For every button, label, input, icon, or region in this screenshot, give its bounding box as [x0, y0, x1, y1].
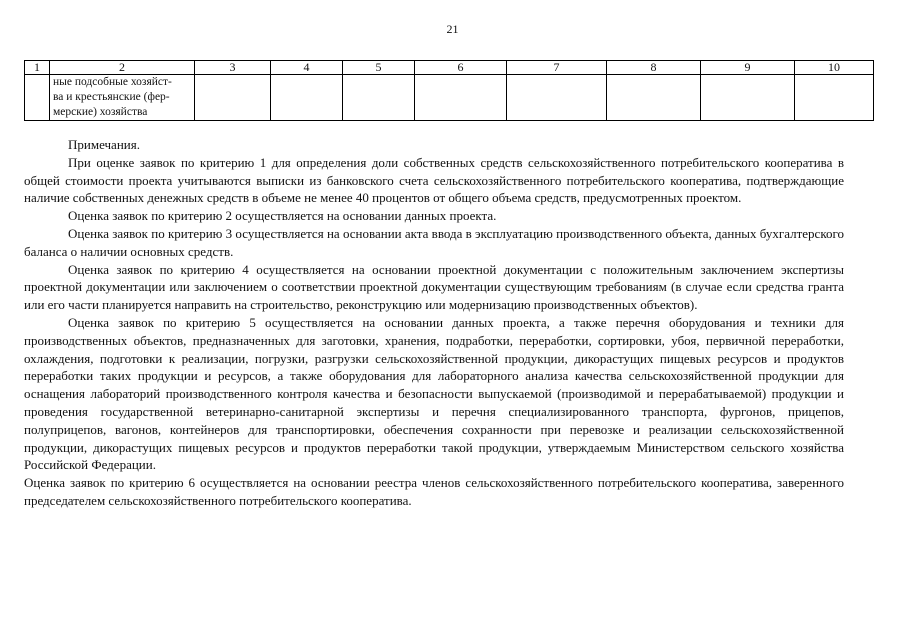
column-header: 5	[343, 61, 415, 75]
table-cell	[701, 75, 795, 121]
column-header: 3	[195, 61, 271, 75]
column-header: 9	[701, 61, 795, 75]
column-header: 8	[607, 61, 701, 75]
column-header: 7	[507, 61, 607, 75]
note-paragraph: Оценка заявок по критерию 3 осуществляется на основании акта ввода в эксплуатацию производственного объекта, данных бухгалтерского баланса о наличии основных средств.	[24, 225, 844, 259]
table-cell	[343, 75, 415, 121]
table-cell-continuation: ные подсобные хозяйст- ва и крестьянские (фер- мерские) хозяйства	[50, 75, 195, 121]
note-paragraph: Оценка заявок по критерию 4 осуществляется на основании проектной документации с положительным заключением экспертизы проектной документации или заключением о соответствии проектной документации существующим требованиям (в случае если средства гранта или его части планируется направить на строительство, реконструкцию или модернизацию производственных объектов).	[24, 261, 844, 313]
notes-heading: Примечания.	[68, 137, 140, 152]
column-header: 10	[795, 61, 874, 75]
table-row	[25, 75, 874, 121]
note-paragraph: Оценка заявок по критерию 6 осуществляется на основании реестра членов сельскохозяйственного потребительского кооператива, заверенного председателем сельскохозяйственного потребительского кооператива.	[24, 475, 844, 508]
column-header: 6	[415, 61, 507, 75]
table-cell	[25, 75, 50, 121]
notes-section	[24, 136, 844, 510]
table-header-row	[25, 61, 874, 75]
table-cell	[195, 75, 271, 121]
table-cell	[507, 75, 607, 121]
column-header: 2	[50, 61, 195, 75]
page-number: 21	[446, 22, 459, 36]
table-cell	[271, 75, 343, 121]
table-cell	[795, 75, 874, 121]
note-paragraph: Оценка заявок по критерию 2 осуществляется на основании данных проекта.	[68, 208, 497, 224]
column-header: 1	[25, 61, 50, 75]
note-paragraph: При оценке заявок по критерию 1 для определения доли собственных средств сельскохозяйственного потребительского кооператива в общей стоимости проекта учитываются выписки из банковского счета сельскохозяйственного потребительского кооператива, подтверждающие наличие собственных денежных средств в объеме не менее 40 процентов от общего объема средств, предусмотренных проектом.	[24, 154, 844, 206]
criteria-table	[24, 60, 874, 121]
table-cell	[607, 75, 701, 121]
note-paragraph: Оценка заявок по критерию 5 осуществляется на основании данных проекта, а также перечня оборудования и техники для производственных объектов, предназначенных для заготовки, хранения, подработки, переработки, сортировки, убоя, первичной переработки, охлаждения, подготовки к реализации, погрузки, разгрузки сельскохозяйственной продукции, дикорастущих пищевых ресурсов и продуктов переработки таких продукции и ресурсов, а также оборудования для лабораторного анализа качества сельскохозяйственной продукции для оснащения лабораторий производственного контроля качества и безопасности выпускаемой (производимой и перерабатываемой) продукции и проведения государственной ветеринарно-санитарной экспертизы и перечня специализированного транспорта, фургонов, прицепов, полуприцепов, вагонов, контейнеров для транспортировки, обеспечения сохранности при перевозке и реализации сельскохозяйственной продукции, дикорастущих пищевых ресурсов и продуктов переработки такой продукции, утверждаемым Министерством сельского хозяйства Российской Федерации.	[24, 314, 844, 473]
table-cell	[415, 75, 507, 121]
column-header: 4	[271, 61, 343, 75]
